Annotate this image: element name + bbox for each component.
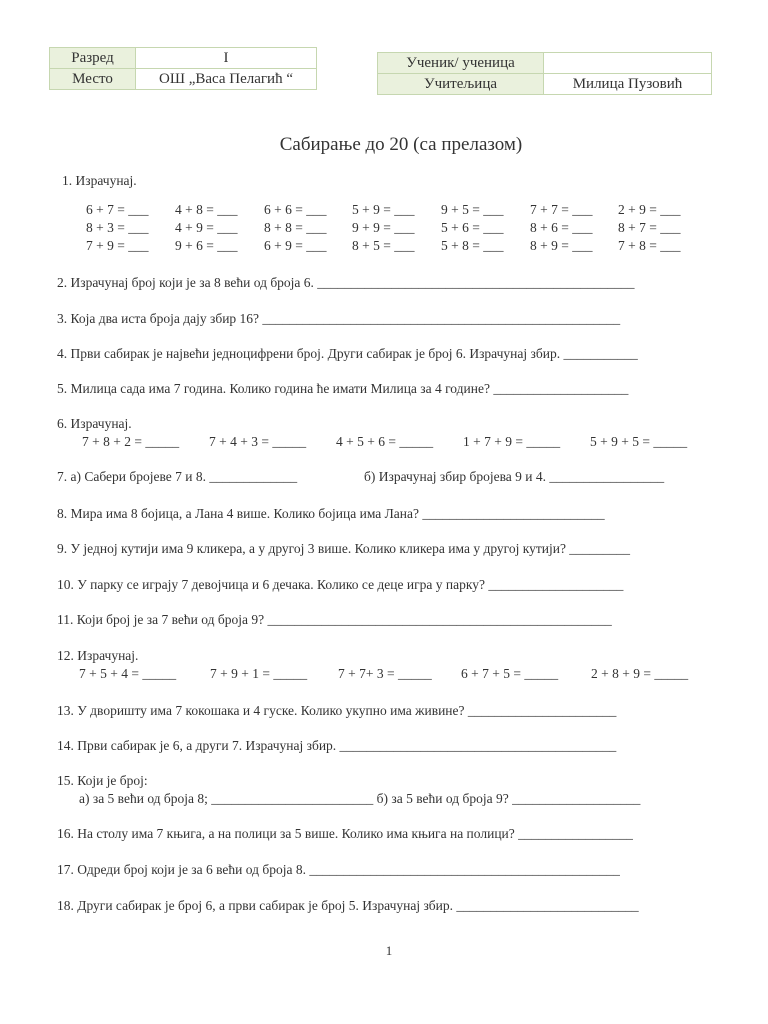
task-1-equation: 5 + 9 = ___ <box>352 202 415 217</box>
task-6-equation: 7 + 8 + 2 = _____ <box>82 434 180 449</box>
worksheet-title: Сабирање до 20 (са прелазом) <box>279 134 523 155</box>
task-6-equation: 1 + 7 + 9 = _____ <box>463 434 561 449</box>
task-7a: 7. а) Сабери бројеве 7 и 8. _____________ <box>57 469 298 484</box>
task-5: 5. Милица сада има 7 година. Колико година ће имати Милица за 4 године? ____________________ <box>57 381 629 396</box>
task-16: 16. На столу има 7 књига, а на полици за 5 више. Колико има књига на полици? _________________ <box>57 826 633 841</box>
task-1-equation: 6 + 9 = ___ <box>264 238 327 253</box>
task-17: 17. Одреди број који је за 6 већи од броја 8. ______________________________________________ <box>57 862 620 877</box>
task-1-equation: 6 + 6 = ___ <box>264 202 327 217</box>
student-info-table <box>377 52 712 95</box>
task-3: 3. Која два иста броја дају збир 16? _____________________________________________________ <box>57 311 621 326</box>
grade-label: Разред <box>50 48 136 69</box>
task-15-label: 15. Који је број: <box>57 773 148 788</box>
task-1-equation: 8 + 5 = ___ <box>352 238 415 253</box>
task-12-equation: 6 + 7 + 5 = _____ <box>461 666 559 681</box>
school-label: Место <box>50 69 136 90</box>
task-1-equation: 9 + 6 = ___ <box>175 238 238 253</box>
task-1-equation: 8 + 8 = ___ <box>264 220 327 235</box>
school-value: ОШ „Васа Пелагић “ <box>136 69 317 90</box>
teacher-value: Милица Пузовић <box>544 74 712 95</box>
task-1-equation: 8 + 3 = ___ <box>86 220 149 235</box>
task-1-equation: 8 + 7 = ___ <box>618 220 681 235</box>
task-10: 10. У парку се играју 7 девојчица и 6 дечака. Колико се деце игра у парку? ____________________ <box>57 577 624 592</box>
task-6-equation: 7 + 4 + 3 = _____ <box>209 434 307 449</box>
task-1-equation: 6 + 7 = ___ <box>86 202 149 217</box>
task-1-equation: 2 + 9 = ___ <box>618 202 681 217</box>
task-1-equation: 5 + 8 = ___ <box>441 238 504 253</box>
task-1-equation: 8 + 9 = ___ <box>530 238 593 253</box>
task-1-equation: 9 + 5 = ___ <box>441 202 504 217</box>
task-7b: б) Израчунај збир бројева 9 и 4. _________________ <box>364 469 665 484</box>
task-6-equation: 5 + 9 + 5 = _____ <box>590 434 688 449</box>
task-12-equation: 7 + 7+ 3 = _____ <box>338 666 432 681</box>
task-13: 13. У дворишту има 7 кокошака и 4 гуске. Колико укупно има живине? ______________________ <box>57 703 617 718</box>
task-12-label: 12. Израчунај. <box>57 648 139 663</box>
task-6-label: 6. Израчунај. <box>57 416 132 431</box>
task-1-equation: 7 + 9 = ___ <box>86 238 149 253</box>
task-12-equation: 2 + 8 + 9 = _____ <box>591 666 689 681</box>
task-1-equation: 8 + 6 = ___ <box>530 220 593 235</box>
student-value <box>544 53 712 74</box>
task-12-equation: 7 + 5 + 4 = _____ <box>79 666 177 681</box>
task-15-parts: а) за 5 већи од броја 8; ________________________ б) за 5 већи од броја 9? ___________________ <box>79 791 641 806</box>
student-label: Ученик/ ученица <box>378 53 544 74</box>
task-12-equation: 7 + 9 + 1 = _____ <box>210 666 308 681</box>
teacher-label: Учитељица <box>378 74 544 95</box>
class-info-table <box>49 47 317 90</box>
task-9: 9. У једној кутији има 9 кликера, а у другој 3 више. Колико кликера има у другој кутији? _________ <box>57 541 631 556</box>
task-6-equation: 4 + 5 + 6 = _____ <box>336 434 434 449</box>
task-2: 2. Израчунај број који је за 8 већи од броја 6. _______________________________________________ <box>57 275 635 290</box>
grade-value: I <box>136 48 317 69</box>
task-1-equation: 7 + 8 = ___ <box>618 238 681 253</box>
task-1-equation: 5 + 6 = ___ <box>441 220 504 235</box>
task-1-equation: 4 + 9 = ___ <box>175 220 238 235</box>
task-1-label: 1. Израчунај. <box>62 173 137 188</box>
task-4: 4. Први сабирак је највећи једноцифрени број. Други сабирак је број 6. Израчунај збир. ___________ <box>57 346 638 361</box>
task-8: 8. Мира има 8 бојица, а Лана 4 више. Колико бојица има Лана? ___________________________ <box>57 506 605 521</box>
task-18: 18. Други сабирак је број 6, а први сабирак је број 5. Израчунај збир. ___________________________ <box>57 898 639 913</box>
task-14: 14. Први сабирак је 6, а други 7. Израчунај збир. _________________________________________ <box>57 738 617 753</box>
task-1-equation: 4 + 8 = ___ <box>175 202 238 217</box>
task-1-equation: 9 + 9 = ___ <box>352 220 415 235</box>
task-1-equation: 7 + 7 = ___ <box>530 202 593 217</box>
task-11: 11. Који број је за 7 већи од броја 9? ___________________________________________________ <box>57 612 612 627</box>
page-number: 1 <box>385 943 393 958</box>
